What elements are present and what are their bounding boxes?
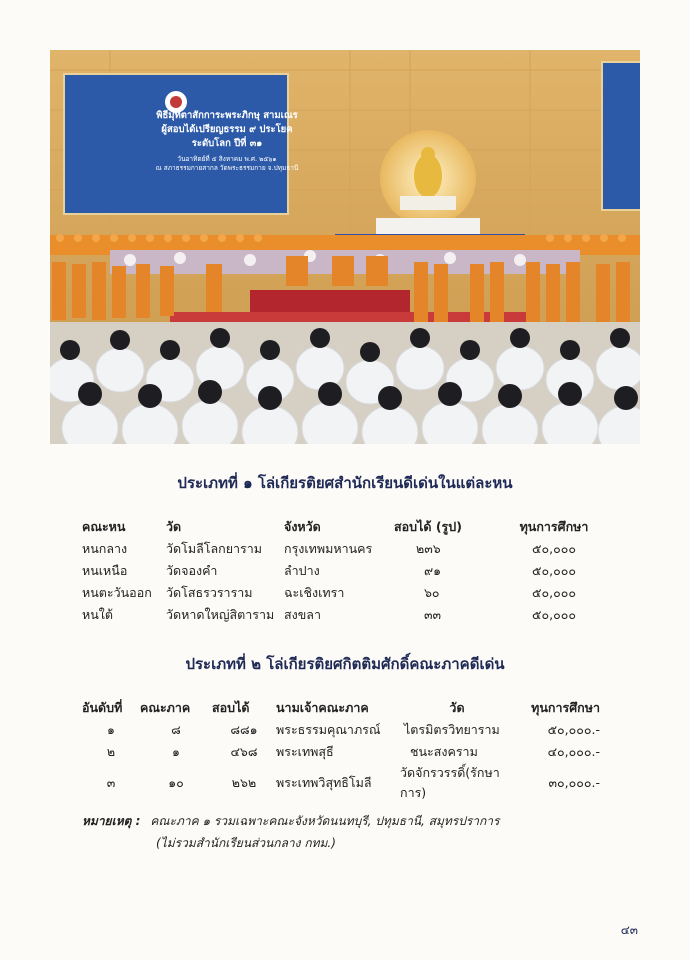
table-row	[82, 741, 600, 763]
table-cell: ๒๖๒	[231, 775, 257, 790]
table-cell: วัดโสธรวราราม	[166, 585, 253, 600]
section1-title: ประเภทที่ ๑ โล่เกียรติยศสำนักเรียนดีเด่นในแต่ละหน	[177, 474, 513, 492]
table-cell: ๕๐,๐๐๐	[532, 541, 576, 556]
section2-table	[82, 697, 600, 803]
table-cell: ๖๐	[424, 585, 440, 600]
header-cell: จังหวัด	[284, 519, 321, 534]
header-cell: คณะภาค	[140, 700, 191, 715]
table-cell: ๕๐,๐๐๐.-	[547, 722, 600, 737]
table-cell: สงขลา	[284, 607, 321, 622]
header-cell: อันดับที่	[82, 700, 123, 715]
banner-line-4: วันอาทิตย์ที่ ๕ สิงหาคม พ.ศ. ๒๕๖๑	[177, 155, 277, 163]
section2-title: ประเภทที่ ๒ โล่เกียรติยศกิตติมศักดิ์คณะภาคดีเด่น	[185, 655, 505, 673]
table-row	[82, 560, 602, 582]
table-cell: ๒๓๖	[416, 541, 441, 556]
table-cell: ฉะเชิงเทรา	[284, 585, 345, 600]
table-cell: ๓๓	[424, 607, 442, 622]
header-cell: วัด	[166, 519, 182, 534]
table-cell: หนใต้	[82, 607, 114, 622]
table-cell: ๕๐,๐๐๐	[532, 607, 576, 622]
section1-table	[82, 516, 602, 626]
table-cell: ชนะสงคราม	[410, 744, 478, 759]
table-row	[82, 604, 602, 626]
note-text-1: คณะภาค ๑ รวมเฉพาะคณะจังหวัดนนทบุรี, ปทุมธานี, สมุทรปราการ	[150, 814, 500, 828]
table-cell: พระธรรมคุณาภรณ์	[276, 722, 381, 737]
table-cell: วัดหาดใหญ่สิตาราม	[166, 607, 275, 622]
note-line-2: (ไม่รวมสำนักเรียนส่วนกลาง กทม.)	[156, 836, 336, 850]
header-cell: สอบได้ (รูป)	[394, 519, 462, 534]
header-cell: คณะหน	[82, 519, 126, 534]
header-cell: สอบได้	[212, 700, 250, 715]
table-cell: หนกลาง	[82, 541, 128, 556]
table-cell: ๘	[171, 722, 181, 737]
table-row	[82, 763, 600, 803]
table-cell: ๙๑	[424, 563, 442, 578]
header-cell: นามเจ้าคณะภาค	[276, 700, 369, 715]
table-cell: ลำปาง	[284, 563, 320, 578]
table-row	[82, 719, 600, 741]
note-line-1	[82, 812, 499, 831]
table-cell: ๓๐,๐๐๐.-	[548, 775, 600, 790]
table-cell: วัดจักรวรรดิ์(รักษาการ)	[400, 765, 500, 800]
banner-line-5: ณ สภาธรรมกายสากล วัดพระธรรมกาย จ.ปทุมธานี	[155, 164, 299, 172]
table-cell: ๔๐,๐๐๐.-	[547, 744, 600, 759]
table-header-row	[82, 697, 600, 719]
banner-line-2: ผู้สอบได้เปรียญธรรม ๙ ประโยค	[161, 124, 293, 135]
table-cell: หนตะวันออก	[82, 585, 152, 600]
header-cell: วัด	[449, 700, 465, 715]
table-cell: ๒	[106, 744, 116, 759]
table-cell: ๑	[107, 722, 115, 737]
table-cell: ๕๐,๐๐๐	[532, 563, 576, 578]
table-cell: ๓	[106, 775, 116, 790]
header-cell: ทุนการศึกษา	[519, 519, 589, 534]
table-cell: ๕๐,๐๐๐	[532, 585, 576, 600]
table-cell: วัดโมลีโลกยาราม	[166, 541, 263, 556]
table-cell: หนเหนือ	[82, 563, 128, 578]
table-cell: พระเทพสุธี	[276, 744, 334, 759]
table-row	[82, 538, 602, 560]
table-row	[82, 582, 602, 604]
table-cell: ๔๖๘	[230, 744, 258, 759]
table-cell: วัดจองคำ	[166, 563, 218, 578]
table-cell: ๑	[172, 744, 180, 759]
table-cell: พระเทพวิสุทธิโมลี	[276, 775, 372, 790]
page-number: ๔๓	[620, 923, 638, 937]
table-cell: ไตรมิตรวิทยาราม	[404, 722, 500, 737]
header-cell: ทุนการศึกษา	[531, 700, 600, 715]
banner-line-1: พิธีมุทิตาสักการะพระภิกษุ สามเณร	[156, 110, 298, 121]
banner-line-3: ระดับโลก ปีที่ ๓๑	[191, 138, 263, 149]
ceremony-photo	[50, 50, 640, 444]
table-cell: กรุงเทพมหานคร	[284, 541, 373, 556]
table-header-row	[82, 516, 602, 538]
note-label: หมายเหตุ :	[82, 814, 141, 828]
table-cell: ๘๘๑	[230, 722, 258, 737]
table-cell: ๑๐	[168, 775, 184, 790]
